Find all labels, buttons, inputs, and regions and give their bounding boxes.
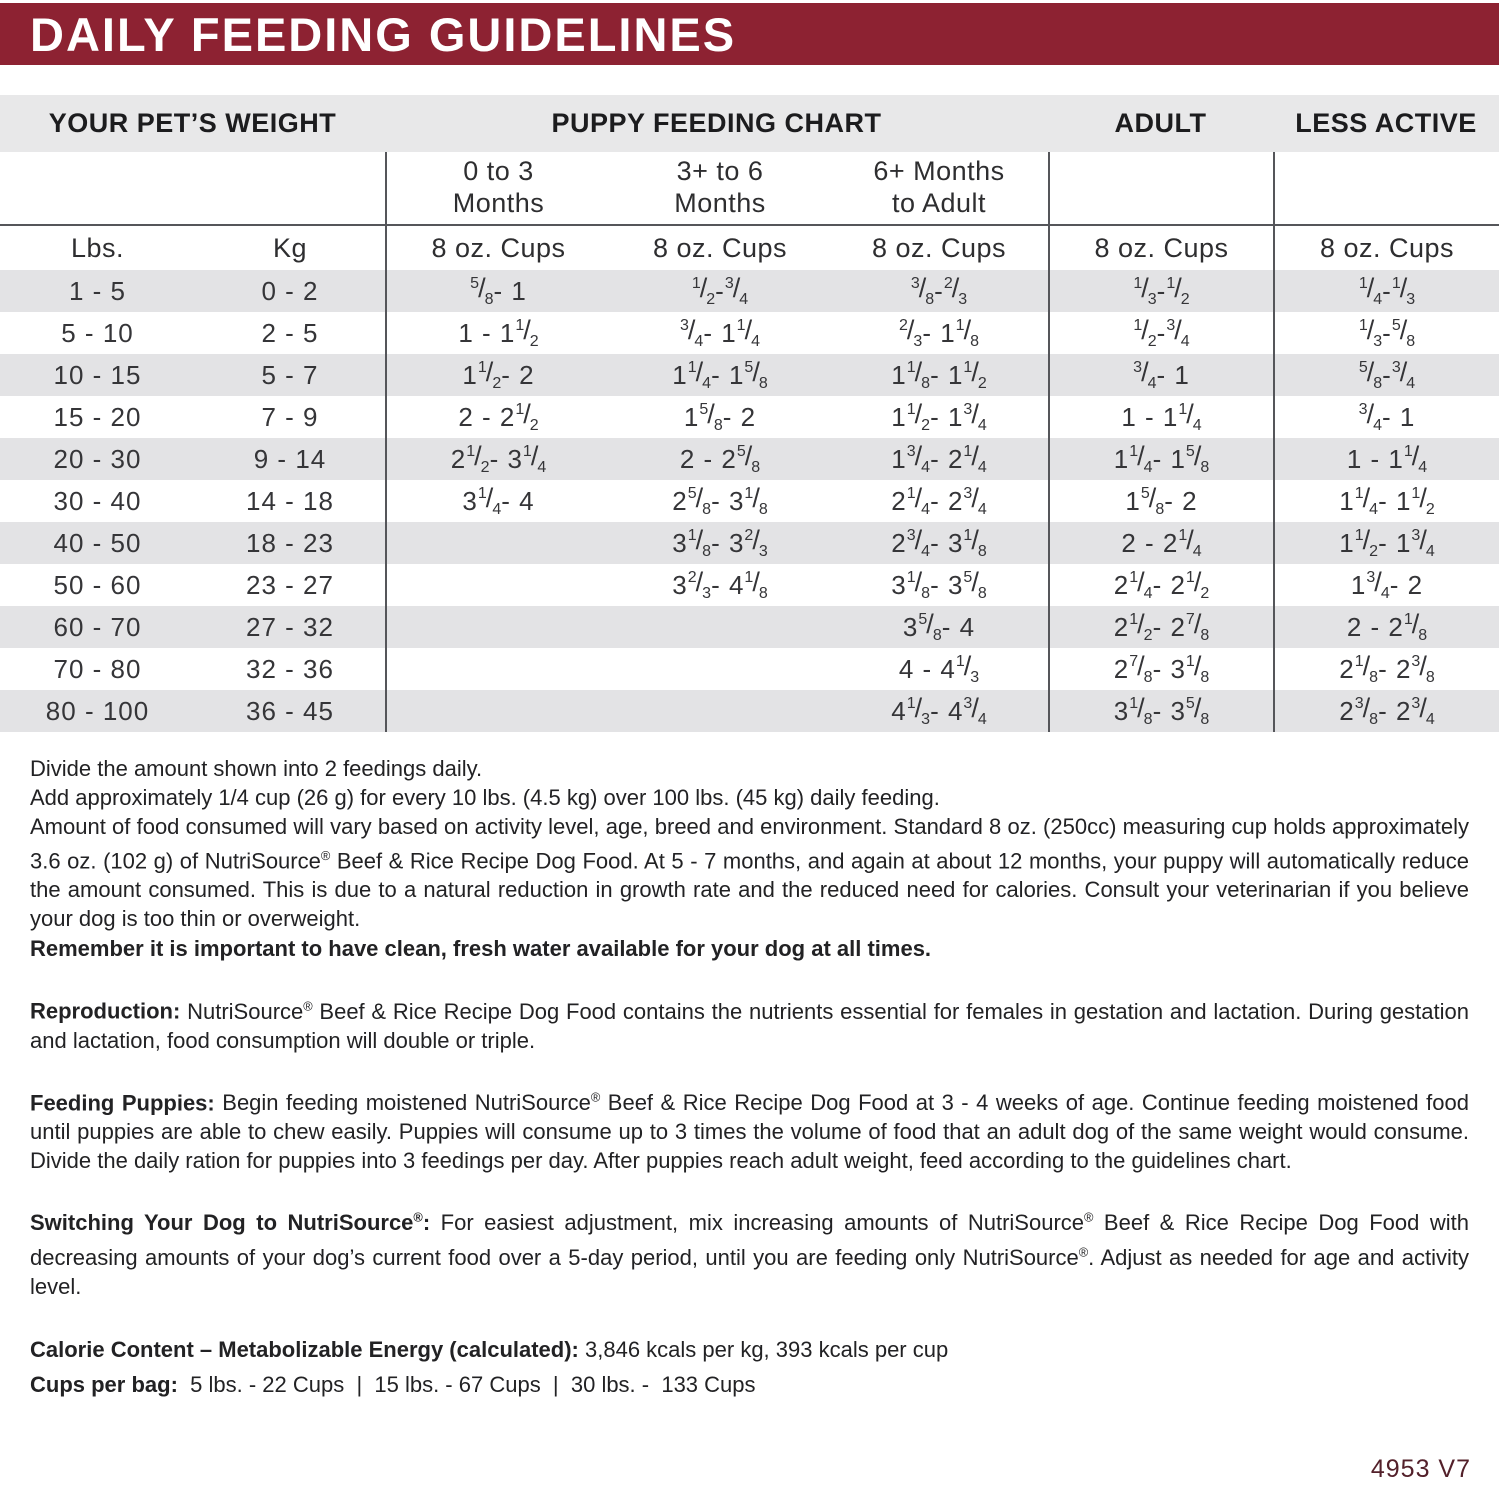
cell-less-active: $^1/_4$ - $^1/_3$: [1273, 270, 1499, 312]
unit-cups-0-3: 8 oz. Cups: [385, 226, 610, 270]
cell-lbs: 40 - 50: [53, 527, 142, 558]
cell-lbs: 1 - 5: [68, 275, 127, 306]
cell-adult: 1 $^1/_4$ - 1 $^5/_8$: [1048, 438, 1273, 480]
cell-kg: 18 - 23: [246, 527, 334, 558]
age-header-3-6-months: 3+ to 6 Months: [674, 156, 766, 218]
header-your-pets-weight: YOUR PET’S WEIGHT: [48, 108, 337, 138]
units-row: [0, 226, 1499, 270]
cell-kg: 27 - 32: [246, 611, 334, 642]
footer-code: 4953 V7: [1370, 1455, 1471, 1483]
cell-less-active: 2 $^1/_8$ - 2 $^3/_8$: [1273, 648, 1499, 690]
table-body: [0, 270, 1499, 732]
cups-per-bag-lead: Cups per bag:: [30, 1371, 178, 1397]
cell-kg: 2 - 5: [261, 317, 319, 348]
switching-paragraph: [30, 1203, 1469, 1301]
feeding-puppies-lead: Feeding Puppies:: [30, 1089, 215, 1115]
table-row: [0, 522, 1499, 564]
switching-text: For easiest adjustment, mix increasing amounts of NutriSource® Beef & Rice Recipe Dog Food with decreasing amounts of your dog’s current food over a 5-day period, until you are feeding only NutriSource®. Adjust as needed for age and activity level.: [30, 1209, 1469, 1299]
table-row: [0, 648, 1499, 690]
unit-cups-adult: 8 oz. Cups: [1048, 226, 1273, 270]
unit-cups-less-active: 8 oz. Cups: [1273, 226, 1499, 270]
banner: [0, 3, 1499, 65]
cell-puppy-6-adult: 2 $^1/_4$ - 2 $^3/_4$: [891, 482, 987, 519]
cell-less-active: 2 - 2 $^1/_8$: [1273, 606, 1499, 648]
cell-less-active: $^5/_8$ - $^3/_4$: [1273, 354, 1499, 396]
note-divide-feedings: Divide the amount shown into 2 feedings daily.: [30, 756, 483, 781]
feeding-puppies-paragraph: [30, 1083, 1469, 1175]
reproduction-lead: Reproduction:: [30, 998, 181, 1024]
cell-puppy-0-3: 1 $^1/_2$ - 2: [385, 354, 610, 396]
cell-puppy-0-3: [385, 690, 610, 732]
cell-lbs: 20 - 30: [53, 443, 142, 474]
cell-lbs: 10 - 15: [53, 359, 142, 390]
cell-puppy-0-3: $^5/_8$ - 1: [385, 270, 610, 312]
cell-puppy-6-adult: 1 $^1/_8$ - 1 $^1/_2$: [891, 356, 987, 393]
cell-less-active: 1 $^3/_4$ - 2: [1273, 564, 1499, 606]
cell-puppy-3-6: [610, 606, 830, 648]
age-header-less-active-spacer: [1273, 152, 1499, 224]
cell-adult: 3 $^1/_8$ - 3 $^5/_8$: [1048, 690, 1273, 732]
feeding-chart-table: [0, 95, 1499, 732]
cell-puppy-6-adult: $^2/_3$ - 1 $^1/_8$: [899, 314, 979, 351]
age-header-adult-spacer: [1048, 152, 1273, 224]
cell-puppy-0-3: [385, 606, 610, 648]
cell-lbs: 50 - 60: [53, 569, 142, 600]
cups-per-bag-text: 5 lbs. - 22 Cups | 15 lbs. - 67 Cups | 30 lbs. - 133 Cups: [190, 1371, 756, 1397]
cups-per-bag-line: [30, 1370, 1469, 1399]
cell-puppy-6-adult: 3 $^1/_8$ - 3 $^5/_8$: [891, 566, 987, 603]
cell-puppy-0-3: [385, 564, 610, 606]
cell-adult: $^1/_2$ - $^3/_4$: [1048, 312, 1273, 354]
cell-less-active: 1 $^1/_4$ - 1 $^1/_2$: [1273, 480, 1499, 522]
cell-puppy-0-3: [385, 522, 610, 564]
cell-less-active: $^3/_4$ - 1: [1273, 396, 1499, 438]
unit-cups-6-adult: 8 oz. Cups: [871, 232, 1007, 263]
table-row: [0, 354, 1499, 396]
cell-puppy-3-6: 2 $^5/_8$ - 3 $^1/_8$: [672, 482, 768, 519]
cell-less-active: 1 - 1 $^1/_4$: [1273, 438, 1499, 480]
table-row: [0, 690, 1499, 732]
cell-puppy-3-6: 1 $^1/_4$ - 1 $^5/_8$: [672, 356, 768, 393]
unit-lbs: Lbs.: [70, 232, 125, 263]
table-row: [0, 396, 1499, 438]
cell-puppy-0-3: 2 - 2 $^1/_2$: [385, 396, 610, 438]
cell-lbs: 5 - 10: [61, 317, 134, 348]
cell-adult: $^3/_4$ - 1: [1048, 354, 1273, 396]
switching-lead: Switching Your Dog to NutriSource®:: [30, 1209, 431, 1236]
cell-kg: 32 - 36: [246, 653, 334, 684]
group-header-row: [0, 95, 1499, 152]
cell-adult: 2 $^1/_2$ - 2 $^7/_8$: [1048, 606, 1273, 648]
cell-less-active: 2 $^3/_8$ - 2 $^3/_4$: [1273, 690, 1499, 732]
cell-puppy-0-3: [385, 648, 610, 690]
header-puppy-feeding-chart: PUPPY FEEDING CHART: [551, 108, 882, 138]
cell-puppy-3-6: [610, 690, 830, 732]
table-row: [0, 564, 1499, 606]
cell-puppy-6-adult: 2 $^3/_4$ - 3 $^1/_8$: [891, 524, 987, 561]
note-fresh-water: Remember it is important to have clean, fresh water available for your dog at all times.: [30, 936, 932, 962]
cell-less-active: $^1/_3$ - $^5/_8$: [1273, 312, 1499, 354]
age-header-6-months-to-adult: 6+ Months to Adult: [873, 156, 1005, 218]
table-row: [0, 312, 1499, 354]
cell-puppy-0-3: 1 - 1 $^1/_2$: [385, 312, 610, 354]
cell-puppy-3-6: [610, 648, 830, 690]
cell-adult: 2 $^7/_8$ - 3 $^1/_8$: [1048, 648, 1273, 690]
reproduction-text: NutriSource® Beef & Rice Recipe Dog Food contains the nutrients essential for females in gestation and lactation. During gestation and lactation, food consumption will double or triple.: [30, 998, 1469, 1053]
cell-puppy-3-6: $^3/_4$ - 1 $^1/_4$: [680, 314, 760, 351]
feeding-puppies-text: Begin feeding moistened NutriSource® Beef & Rice Recipe Dog Food at 3 - 4 weeks of age. Continue feeding moistened food until puppies are able to chew easily. Puppies will consume up to 3 times the volume of food that an adult dog of the same weight would consume. Divide the daily ration for puppies into 3 feedings per day. After puppies reach adult weight, feed according to the guidelines chart.: [30, 1089, 1469, 1173]
cell-lbs: 80 - 100: [45, 695, 150, 726]
cell-puppy-6-adult: $^3/_8$ - $^2/_3$: [910, 272, 968, 309]
cell-puppy-3-6: 3 $^1/_8$ - 3 $^2/_3$: [672, 524, 768, 561]
calorie-content-line: [30, 1335, 1469, 1364]
cell-kg: 7 - 9: [261, 401, 319, 432]
unit-cups-3-6: 8 oz. Cups: [652, 232, 788, 263]
header-adult: ADULT: [1114, 108, 1207, 138]
age-header-spacer: [0, 152, 385, 224]
calorie-content-lead: Calorie Content – Metabolizable Energy (calculated):: [30, 1336, 579, 1362]
cell-lbs: 30 - 40: [53, 485, 142, 516]
cell-kg: 23 - 27: [246, 569, 334, 600]
cell-puppy-0-3: 2 $^1/_2$ - 3 $^1/_4$: [385, 438, 610, 480]
cell-kg: 0 - 2: [261, 275, 319, 306]
table-row: [0, 438, 1499, 480]
age-header-0-3-months: 0 to 3 Months: [385, 152, 610, 224]
cell-kg: 14 - 18: [246, 485, 334, 516]
cell-puppy-3-6: 3 $^2/_3$ - 4 $^1/_8$: [672, 566, 768, 603]
cell-puppy-6-adult: 4 - 4 $^1/_3$: [898, 650, 980, 687]
page-title: DAILY FEEDING GUIDELINES: [30, 7, 737, 61]
cell-kg: 5 - 7: [261, 359, 319, 390]
header-less-active: LESS ACTIVE: [1295, 108, 1477, 138]
table-row: [0, 270, 1499, 312]
reproduction-paragraph: [30, 991, 1469, 1054]
notes-section: [0, 732, 1499, 1399]
cell-lbs: 70 - 80: [53, 653, 142, 684]
table-row: [0, 606, 1499, 648]
cell-lbs: 60 - 70: [53, 611, 142, 642]
cell-less-active: 1 $^1/_2$ - 1 $^3/_4$: [1273, 522, 1499, 564]
cell-kg: 9 - 14: [253, 443, 327, 474]
cell-puppy-3-6: $^1/_2$ - $^3/_4$: [691, 272, 749, 309]
cell-puppy-6-adult: 3 $^5/_8$ - 4: [902, 608, 976, 645]
cell-adult: 2 - 2 $^1/_4$: [1048, 522, 1273, 564]
cell-puppy-0-3: 3 $^1/_4$ - 4: [385, 480, 610, 522]
cell-puppy-3-6: 1 $^5/_8$ - 2: [683, 398, 757, 435]
cell-puppy-6-adult: 4 $^1/_3$ - 4 $^3/_4$: [891, 692, 987, 729]
cell-adult: $^1/_3$ - $^1/_2$: [1048, 270, 1273, 312]
cell-adult: 1 $^5/_8$ - 2: [1048, 480, 1273, 522]
unit-kg: Kg: [272, 232, 308, 263]
cell-adult: 1 - 1 $^1/_4$: [1048, 396, 1273, 438]
cell-puppy-6-adult: 1 $^3/_4$ - 2 $^1/_4$: [891, 440, 987, 477]
cell-puppy-3-6: 2 - 2 $^5/_8$: [679, 440, 761, 477]
cell-adult: 2 $^1/_4$ - 2 $^1/_2$: [1048, 564, 1273, 606]
note-add-quarter-cup: Add approximately 1/4 cup (26 g) for every 10 lbs. (4.5 kg) over 100 lbs. (45 kg) daily feeding.: [30, 785, 940, 810]
cell-puppy-6-adult: 1 $^1/_2$ - 1 $^3/_4$: [891, 398, 987, 435]
cell-kg: 36 - 45: [246, 695, 334, 726]
note-amount-consumed: Amount of food consumed will vary based on activity level, age, breed and environment. Standard 8 oz. (250cc) measuring cup holds approximately 3.6 oz. (102 g) of NutriSource® Beef & Rice Recipe Dog Food. At 5 - 7 months, and again at about 12 months, your puppy will automatically reduce the amount consumed. This is due to a natural reduction in growth rate and the reduced need for calories. Consult your veterinarian if you believe your dog is too thin or overweight.: [30, 814, 1469, 932]
cell-lbs: 15 - 20: [53, 401, 142, 432]
table-row: [0, 480, 1499, 522]
calorie-content-text: 3,846 kcals per kg, 393 kcals per cup: [585, 1336, 949, 1362]
age-header-row: [0, 152, 1499, 226]
